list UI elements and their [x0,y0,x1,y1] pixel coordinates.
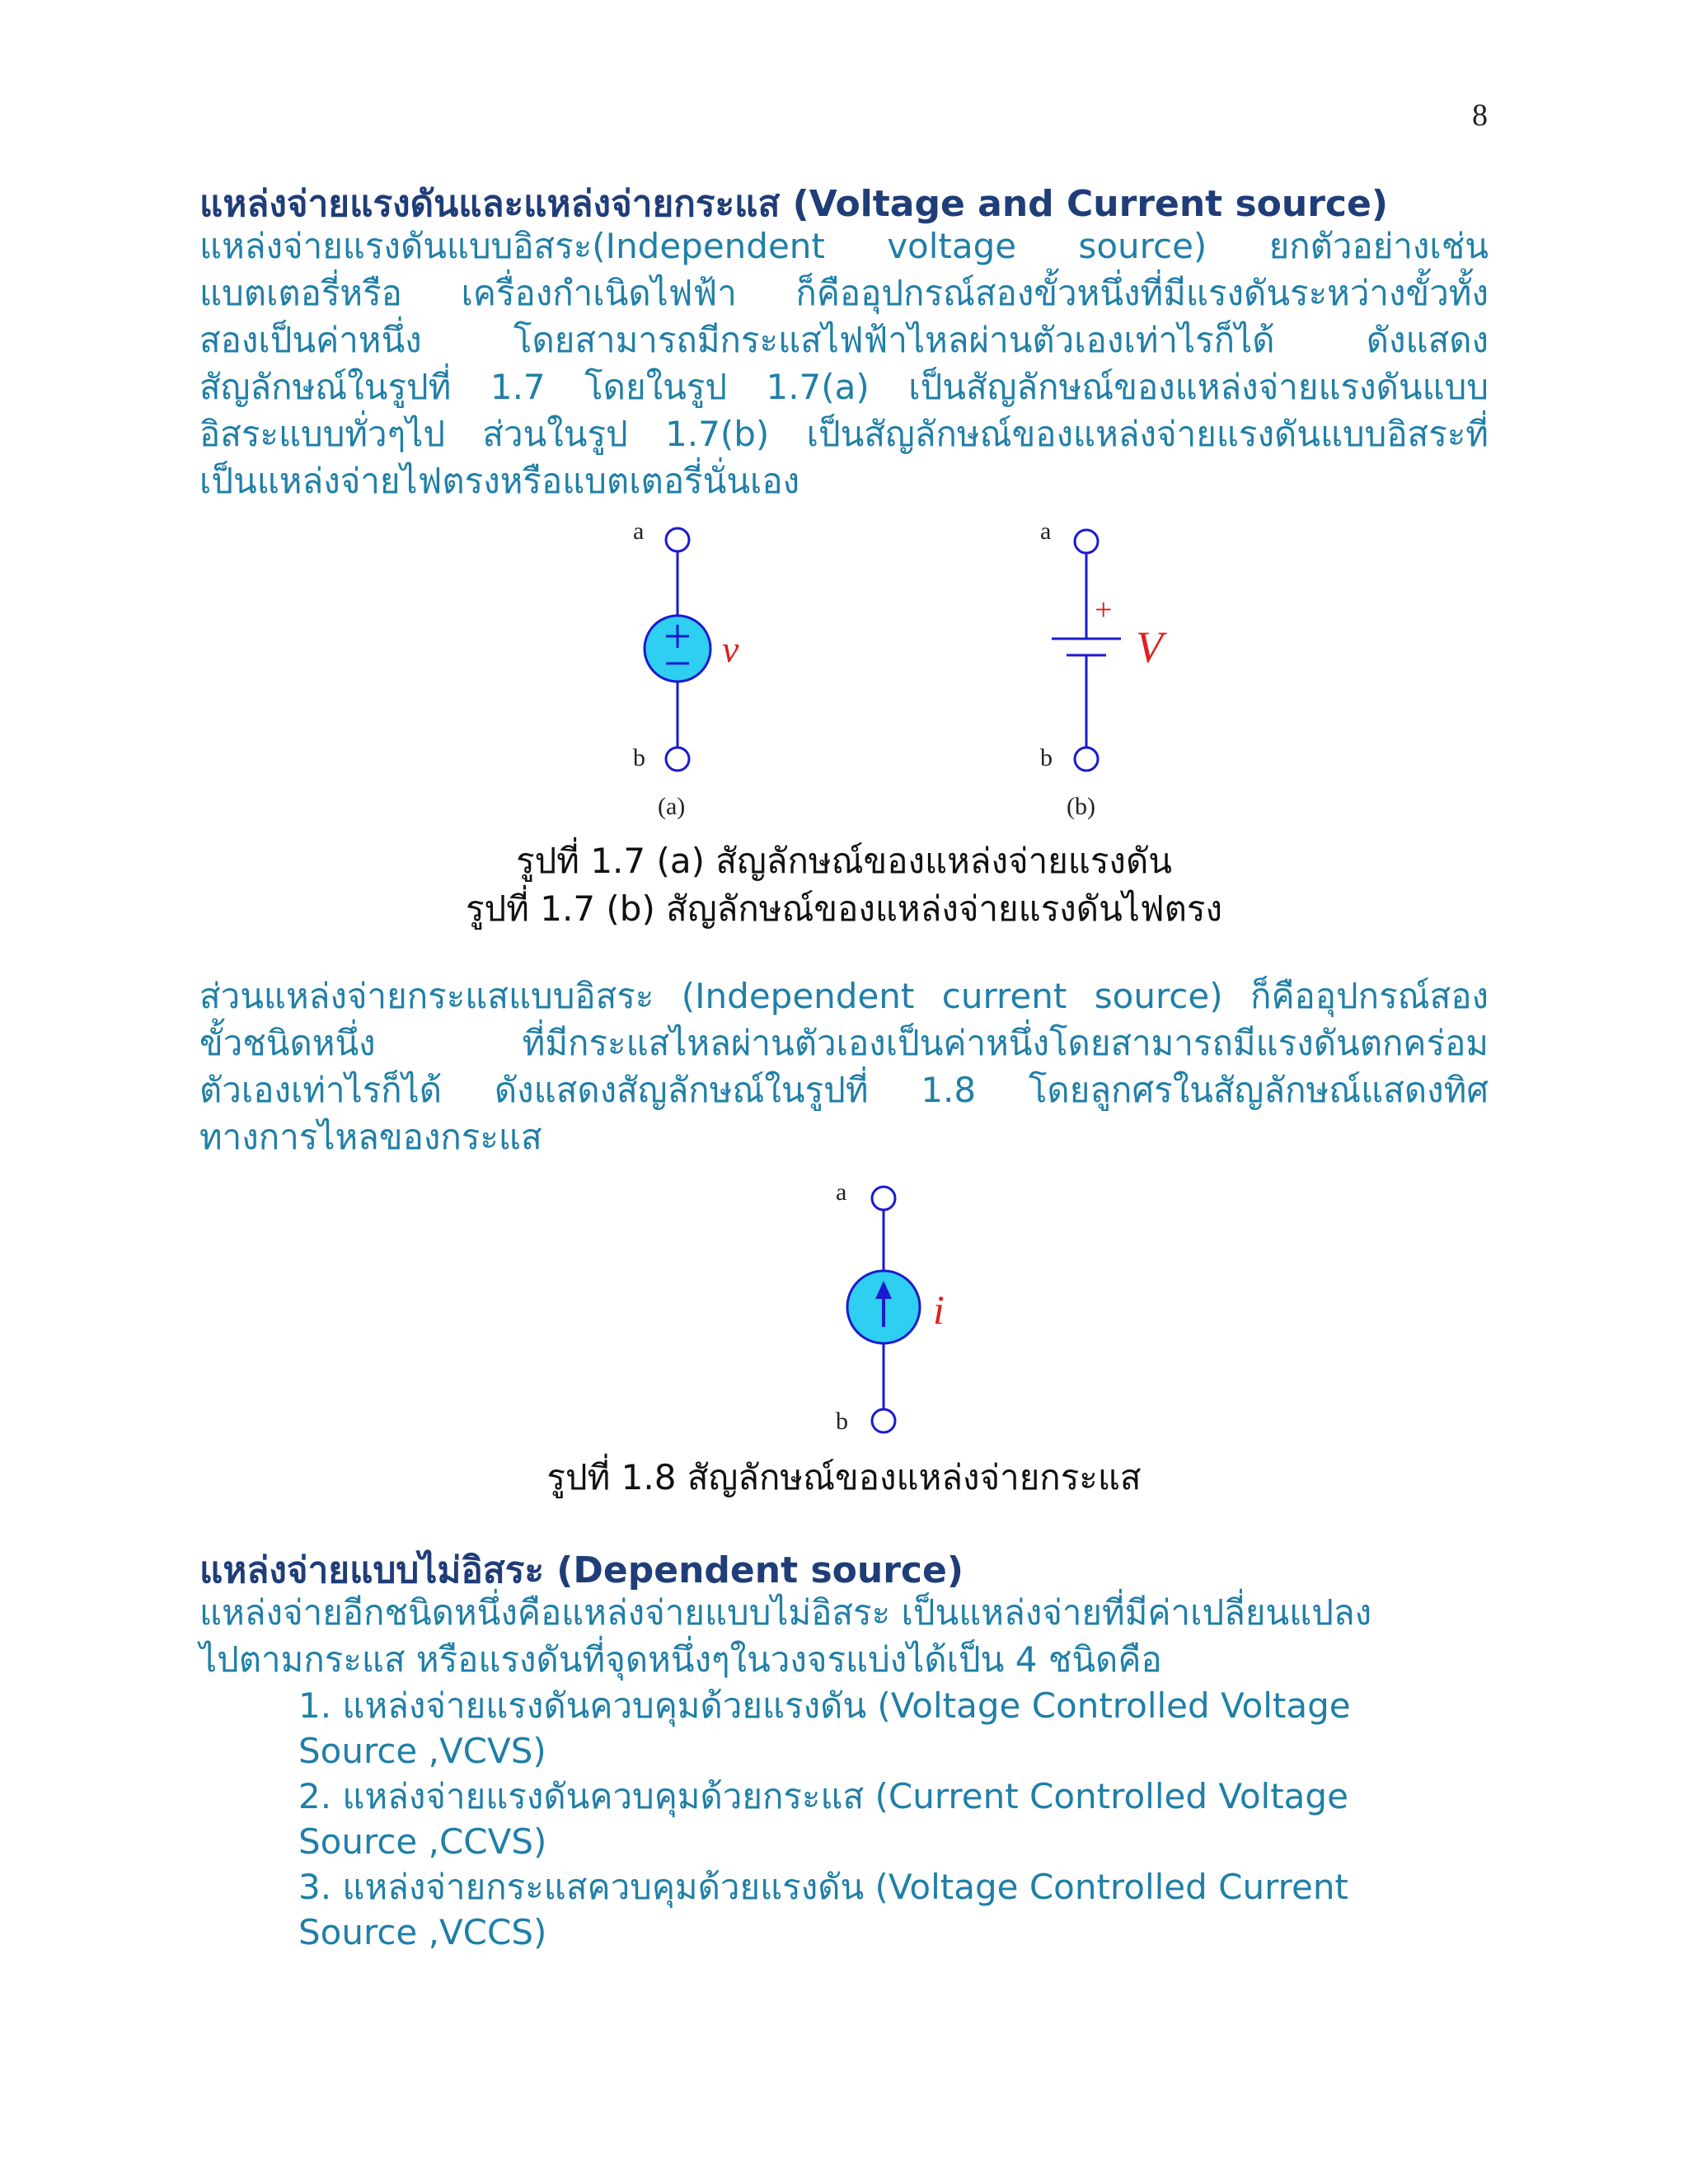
figure-1-7a-voltage-source [618,515,783,791]
terminal-a-label: a [633,518,645,545]
terminal-b-icon [1075,748,1098,771]
paragraph-line: แหล่งจ่ายอีกชนิดหนึ่งคือแหล่งจ่ายแบบไม่อิสระ เป็นแหล่งจ่ายที่มีค่าเปลี่ยนแปลง [199,1592,1372,1633]
list-item-line: 1. แหล่งจ่ายแรงดันควบคุมด้วยแรงดัน (Voltage Controlled Voltage [298,1685,1351,1726]
paragraph-line: ตัวเองเท่าไรก็ได้ ดังแสดงสัญลักษณ์ในรูปที่ 1.8 โดยลูกศรในสัญลักษณ์แสดงทิศ [199,1070,1489,1110]
list-item-line: Source ,VCVS) [298,1731,546,1771]
list-item [298,1774,1493,1864]
list-item-line: 2. แหล่งจ่ายแรงดันควบคุมด้วยกระแส (Current Controlled Voltage [298,1776,1348,1816]
figure-1-8-caption: รูปที่ 1.8 สัญลักษณ์ของแหล่งจ่ายกระแส [546,1457,1142,1497]
section-heading-voltage-current-source: แหล่งจ่ายแรงดันและแหล่งจ่ายกระแส (Voltage and Current source) [199,183,1388,225]
paragraph-line: ส่วนแหล่งจ่ายกระแสแบบอิสระ (Independent current source) ก็คืออุปกรณ์สอง [199,976,1489,1016]
paragraph-line: สองเป็นค่าหนึ่ง โดยสามารถมีกระแสไฟฟ้าไหลผ่านตัวเองเท่าไรก็ได้ ดังแสดง [199,320,1489,360]
terminal-a-icon [666,528,689,551]
voltage-label: v [722,628,739,670]
figure-1-7-caption-line1: รูปที่ 1.7 (a) สัญลักษณ์ของแหล่งจ่ายแรงดัน [516,841,1172,881]
page-number: 8 [1472,98,1488,133]
terminal-b-label: b [1040,744,1053,771]
list-item-line: Source ,CCVS) [298,1821,547,1862]
terminal-b-icon [872,1409,895,1432]
figure-1-7b-sublabel: (b) [1067,793,1095,820]
section-heading-dependent-source: แหล่งจ่ายแบบไม่อิสระ (Dependent source) [199,1549,964,1591]
paragraph-dependent-source [199,1589,1489,1683]
paragraph-line: ทางการไหลของกระแส [199,1117,542,1157]
dc-voltage-label: V [1136,622,1163,672]
list-item [298,1864,1493,1955]
dependent-source-list [298,1683,1493,1955]
figure-1-7b-dc-source [1030,515,1228,791]
list-item-line: Source ,VCCS) [298,1912,547,1952]
terminal-a-icon [1075,530,1098,553]
current-label: i [933,1286,945,1333]
figure-1-7a-sublabel: (a) [658,793,686,820]
paragraph-independent-voltage-source [199,223,1489,504]
figure-1-8-current-source [824,1170,1006,1446]
paragraph-line: แหล่งจ่ายแรงดันแบบอิสระ(Independent voltage source) ยกตัวอย่างเช่น [199,226,1489,266]
paragraph-line: ขั้วชนิดหนึ่ง ที่มีกระแสไหลผ่านตัวเองเป็นค่าหนึ่งโดยสามารถมีแรงดันตกคร่อม [199,1023,1489,1063]
paragraph-line: ไปตามกระแส หรือแรงดันที่จุดหนึ่งๆในวงจรแบ่งได้เป็น 4 ชนิดคือ [199,1639,1162,1680]
terminal-a-label: a [1040,518,1052,545]
terminal-a-icon [872,1187,895,1210]
paragraph-line: อิสระแบบทั่วๆไป ส่วนในรูป 1.7(b) เป็นสัญลักษณ์ของแหล่งจ่ายแรงดันแบบอิสระที่ [199,414,1489,454]
terminal-b-icon [666,748,689,771]
battery-plus-sign: + [1095,593,1113,627]
list-item [298,1683,1493,1774]
paragraph-line: เป็นแหล่งจ่ายไฟตรงหรือแบตเตอรี่นั่นเอง [199,461,800,501]
list-item-line: 3. แหล่งจ่ายกระแสควบคุมด้วยแรงดัน (Voltage Controlled Current [298,1867,1348,1907]
paragraph-line: สัญลักษณ์ในรูปที่ 1.7 โดยในรูป 1.7(a) เป็นสัญลักษณ์ของแหล่งจ่ายแรงดันแบบ [199,367,1489,407]
paragraph-independent-current-source [199,972,1489,1160]
terminal-b-label: b [633,744,645,771]
figure-1-7-caption-line2: รูปที่ 1.7 (b) สัญลักษณ์ของแหล่งจ่ายแรงดันไฟตรง [466,888,1222,929]
paragraph-line: แบตเตอรี่หรือ เครื่องกำเนิดไฟฟ้า ก็คืออุปกรณ์สองขั้วหนึ่งที่มีแรงดันระหว่างขั้วทั้ง [199,273,1489,313]
terminal-a-label: a [836,1179,847,1206]
terminal-b-label: b [836,1408,848,1435]
